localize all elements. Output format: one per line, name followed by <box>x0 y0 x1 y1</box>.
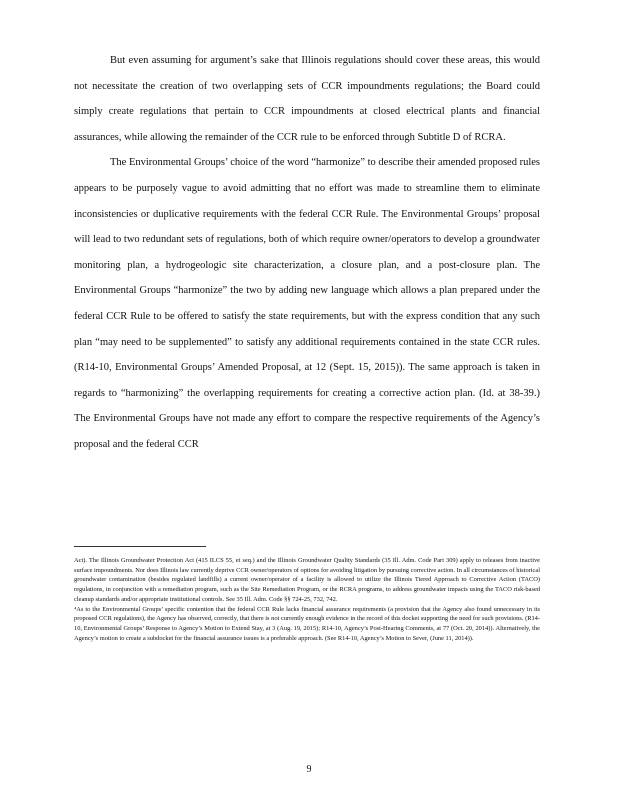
footnote-4: ⁴As to the Environmental Groups’ specific contention that the federal CCR Rule lacks financial assurance requirements (a provision that the Agency also found unnecessary in its proposed CCR regulations), the Agency has observed, correctly, that there is not currently enough evidence in the record of this docket supporting the need for such provisions. (R14-10, Environmental Groups’ Response to Agency’s Motion to Extend Stay, at 3 (Aug. 19, 2015); R14-10, Agency’s Post-Hearing Comments, at 77 (Oct. 20, 2014)). Alternatively, the Agency’s motion to create a subdocket for the financial assurance issues is a preferable approach. (See R14-10, Agency’s Motion to Sever, (June 11, 2014)). <box>74 605 540 642</box>
body-text <box>74 48 540 458</box>
footnotes <box>74 556 540 643</box>
footnote-continued: Act). The Illinois Groundwater Protection Act (415 ILCS 55, et seq.) and the Illinois Groundwater Quality Standards (35 Ill. Adm. Code Part 309) apply to releases from inactive surface impoundments. Nor does Illinois law currently deprive CCR owner/operators of options for avoiding litigation by pursuing corrective action. In all circumstances of historical groundwater contamination (besides regulated landfills) a current owner/operator of a facility is allowed to utilize the Illinois Tiered Approach to Corrective Action (TACO) regulations, in conjunction with a remediation program, such as the Site Remediation Program, or the RCRA programs, to address groundwater impacts using the TACO risk-based cleanup standards and/or appropriate institutional controls. See 35 Ill. Adm. Code §§ 724-25, 732, 742. <box>74 557 540 603</box>
page-number: 9 <box>306 764 312 775</box>
body-paragraph-2: The Environmental Groups’ choice of the word “harmonize” to describe their amended proposed rules appears to be purposely vague to avoid admitting that no effort was made to streamline them to eliminate inconsistencies or duplicative requirements with the federal CCR Rule. The Environmental Groups’ proposal will lead to two redundant sets of regulations, both of which require owner/operators to develop a groundwater monitoring plan, a hydrogeologic site characterization, a closure plan, and a post-closure plan. The Environmental Groups “harmonize” the two by adding new language which allows a plan prepared under the federal CCR Rule to be offered to satisfy the state requirements, but with the express condition that any such plan “may need to be supplemented” to satisfy any additional requirements contained in the state CCR rules. (R14-10, Environmental Groups’ Amended Proposal, at 12 (Sept. 15, 2015)). The same approach is taken in regards to “harmonizing” the overlapping requirements for creating a corrective action plan. (Id. at 38-39.) The Environmental Groups have not made any effort to compare the respective requirements of the Agency’s proposal and the federal CCR <box>74 157 540 450</box>
footnote-divider <box>74 546 206 547</box>
body-paragraph-1: But even assuming for argument’s sake that Illinois regulations should cover these areas, this would not necessitate the creation of two overlapping sets of CCR impoundments regulations; the Board could simply create regulations that pertain to CCR impoundments at closed electrical plants and financial assurances, while allowing the remainder of the CCR rule to be enforced through Subtitle D of RCRA. <box>74 55 540 143</box>
